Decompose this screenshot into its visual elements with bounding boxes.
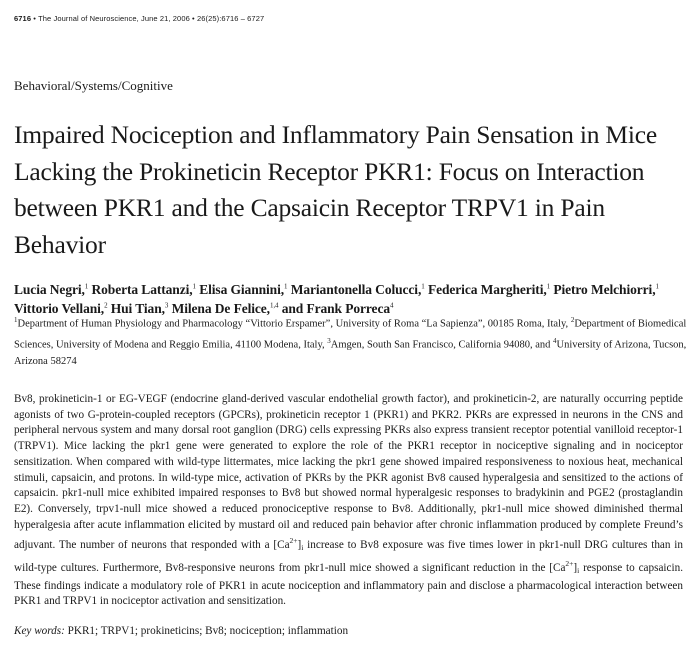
affiliation: Amgen, South San Francisco, California 94080, and bbox=[330, 339, 553, 350]
author: Lucia Negri,$^1$ bbox=[14, 281, 89, 297]
author: Hui Tian,$^3$ bbox=[110, 301, 169, 316]
author: Roberta Lattanzi,$^1$ bbox=[91, 281, 196, 297]
calcium-ion: $[Ca^{2+}]_i$ bbox=[549, 559, 580, 576]
header-separator: • bbox=[33, 14, 39, 23]
keywords bbox=[14, 625, 348, 637]
keywords-label: Key words: bbox=[14, 625, 65, 637]
header-separator: • bbox=[192, 14, 197, 23]
affiliation: Department of Biomedical Sciences, University of Modena and Reggio Emilia, 41100 Modena, Italy, bbox=[14, 318, 687, 350]
keywords-text: PKR1; TRPV1; prokineticins; Bv8; nociception; inflammation bbox=[67, 625, 349, 637]
page-number: 6716 bbox=[14, 14, 32, 23]
author: Federica Margheriti,$^1$ bbox=[427, 281, 551, 297]
author: Vittorio Vellani,$^2$ bbox=[14, 301, 108, 316]
author: Milena De Felice,$^{1,4}$ bbox=[171, 301, 279, 316]
section-label: Behavioral/Systems/Cognitive bbox=[14, 78, 173, 93]
author: Elisa Giannini,$^1$ bbox=[199, 281, 288, 297]
journal-name: The Journal of Neuroscience, June 21, 2006 bbox=[38, 14, 190, 23]
abstract: Bv8, prokineticin-1 or EG-VEGF (endocrine gland-derived vascular endothelial growth factor), and prokineticin-2, are naturally occurring peptide agonists of two G-protein-coupled receptors (GPCRs), prokineticin receptor 1 (PKR1) and PKR2. PKRs are expressed in neurons in the CNS and peripheral nervous system and many dorsal root ganglion (DRG) cells expressing PKRs also express transient receptor potential vanilloid receptor-1 (TRPV1). Mice lacking the pkr1 gene were generated to explore the role of the PKR1 receptor in nociceptive signaling and in nociceptor sensitization. When compared with wild-type littermates, mice lacking the pkr1 gene showed impaired responsiveness to noxious heat, mechanical stimuli, capsaicin, and protons. In wild-type mice, activation of PKRs by the PKR agonist Bv8 caused hyperalgesia and sensitized to the actions of capsaicin. pkr1-null mice exhibited impaired responses to Bv8 but showed normal hyperalgesic responses to bradykinin and PGE2 (prostaglandin E2). Conversely, trpv1-null mice showed a reduced pronociceptive response to Bv8. Additionally, pkr1-null mice showed diminished thermal hyperalgesia after acute inflammation elicited by mustard oil and reduced pain behavior after chronic inflammation produced by complete Freund’s adjuvant. The number of neurons that responded with a $[Ca^{2+}]_i$ increase to Bv8 exposure was five times lower in pkr1-null DRG cultures than in wild-type cultures. Furthermore, Bv8-responsive neurons from pkr1-null mice showed a significant reduction in the $[Ca^{2+}]_i$ response to capsaicin. These findings indicate a modulatory role of PKR1 in acute nociception and inflammatory pain and disclose a pharmacological interaction between PKR1 and TRPV1 in nociceptor activation and sensitization. bbox=[14, 393, 684, 608]
running-header bbox=[14, 14, 264, 23]
author: Mariantonella Colucci,$^1$ bbox=[290, 281, 425, 297]
calcium-ion: $[Ca^{2+}]_i$ bbox=[273, 536, 304, 553]
article-title: Impaired Nociception and Inflammatory Pain Sensation in Mice Lacking the Prokineticin Receptor PKR1: Focus on Interaction between PKR1 and the Capsaicin Receptor TRPV1 in Pain Behavior bbox=[14, 120, 658, 259]
author: Pietro Melchiorri,$^1$ bbox=[553, 281, 659, 297]
affiliation: Department of Human Physiology and Pharmacology “Vittorio Erspamer”, University of Roma “La Sapienza”, 00185 Roma, Italy, bbox=[17, 318, 571, 330]
author: and Frank Porreca$^4$ bbox=[281, 301, 394, 316]
journal-citation: 26(25):6716 – 6727 bbox=[196, 14, 265, 23]
affiliation: University of Arizona, Tucson, Arizona 58274 bbox=[14, 339, 687, 367]
affiliations: $^1$Department of Human Physiology and Pharmacology “Vittorio Erspamer”, University of Roma “La Sapienza”, 00185 Roma, Italy, $^2$Department of Biomedical Sciences, University of Modena and Reggio Emilia, 41100 Modena, Italy, $^3$Amgen, South San Francisco, California 94080, and $^4$University of Arizona, Tucson, Arizona 58274 bbox=[14, 316, 687, 367]
